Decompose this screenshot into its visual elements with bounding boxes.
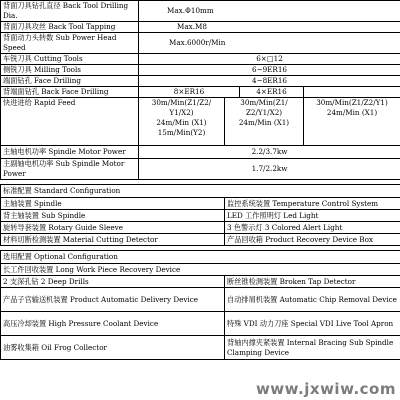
standard-config-header [1, 185, 400, 198]
spec-label: 车铣刀具 Cutting Tools [1, 54, 139, 65]
rapid-feed-line: 24m/Min (X1) [326, 108, 378, 117]
config-row [1, 264, 400, 276]
spec-row-sub-spindle-motor-power [1, 159, 400, 180]
spec-value: Max.6000r/Min [139, 33, 400, 54]
spec-row-milling-tools [1, 65, 400, 76]
spec-value-a: 8×ER16 [139, 87, 240, 98]
rapid-feed-line: Y1/X2) [169, 108, 194, 117]
config-item: 产品回收箱 Product Recovery Device Box [225, 234, 400, 246]
config-item: 产品子宫输送机装置 Product Automatic Delivery Device [1, 288, 225, 312]
config-item: 高压冷却装置 High Pressure Coolant Device [1, 312, 225, 336]
config-item: 主轴装置 Spindle [1, 198, 225, 210]
config-row [1, 222, 400, 234]
config-item: 3 色警示灯 3 Colored Alert Light [225, 222, 400, 234]
spec-row-back-tool-drilling [1, 1, 400, 22]
config-row [1, 210, 400, 222]
config-row [1, 198, 400, 210]
spec-value: 6~9ER16 [139, 65, 400, 76]
spec-value: 6×□12 [139, 54, 400, 65]
config-item: 材料切断检测装置 Material Cutting Detector [1, 234, 225, 246]
config-item: LED 工作照明灯 Led Light [225, 210, 400, 222]
spec-label: 主副轴电机功率 Sub Spindle Motor Power [1, 159, 139, 180]
spec-label: 背端面钻孔 Back Face Drilling [1, 87, 139, 98]
spec-value: 4~8ER16 [139, 76, 400, 87]
optional-config-header [1, 251, 400, 264]
spec-value: 2.2/3.7kw [139, 146, 400, 159]
config-item: 旋转导套装置 Rotary Guide Sleeve [1, 222, 225, 234]
rapid-feed-col2 [225, 98, 304, 146]
spec-label: 背面刀具攻丝 Back Tool Tapping [1, 22, 139, 33]
config-row [1, 336, 400, 360]
rapid-feed-line: 24m/Min (X1) [238, 118, 290, 127]
spec-row-sub-power-head-speed [1, 33, 400, 54]
config-item: 长工件回收装置 Long Work Piece Recovery Device [1, 264, 400, 276]
rapid-feed-line: 15m/Min(Y2) [157, 128, 206, 137]
spec-label: 背面刀具钻孔直径 Back Tool Drilling Dia. [1, 1, 139, 22]
config-item: 背轴内撑夹紧装置 Internal Bracing Sub Spindle Clamping Device [225, 336, 400, 360]
config-item: 2 支深孔钻 2 Deep Drills [1, 276, 225, 288]
spec-value: Max.M8 [139, 22, 400, 33]
spec-label: 侧铣刀具 Milling Tools [1, 65, 139, 76]
spec-value: 1.7/2.2kw [139, 159, 400, 180]
spec-label: 快进进给 Rapid Feed [1, 98, 139, 146]
spec-row-face-drilling [1, 76, 400, 87]
spec-label: 主轴电机功率 Spindle Motor Power [1, 146, 139, 159]
watermark-text: www.jxwiw.com [255, 380, 396, 398]
rapid-feed-line: Z2/Y1/X2) [245, 108, 283, 117]
spec-value-b: 4×ER16 [240, 87, 304, 98]
spec-label: 背面动力头转数 Sub Power Head Speed [1, 33, 139, 54]
config-item: 自动排屑机装置 Automatic Chip Removal Device [225, 288, 400, 312]
spec-row-back-tool-tapping [1, 22, 400, 33]
spec-row-spindle-motor-power [1, 146, 400, 159]
config-item: 油雾收集箱 Oil Frog Collector [1, 336, 225, 360]
config-row [1, 234, 400, 246]
config-item: 断丝锥检测装置 Broken Tap Detector [225, 276, 400, 288]
rapid-feed-line: 30m/Min(Z1/Z2/ [151, 98, 212, 107]
config-item: 背主轴装置 Sub Spindle [1, 210, 225, 222]
config-row [1, 312, 400, 336]
rapid-feed-col1 [139, 98, 225, 146]
spec-row-back-face-drilling [1, 87, 400, 98]
spec-row-rapid-feed [1, 98, 400, 146]
config-item: 特殊 VDI 动力刀座 Special VDI Live Tool Apron [225, 312, 400, 336]
rapid-feed-col3 [304, 98, 400, 146]
config-row [1, 276, 400, 288]
rapid-feed-line: 24m/Min (X1) [156, 118, 207, 127]
rapid-feed-line: 30m/Min(Z1/ [240, 98, 288, 107]
rapid-feed-line: 30m/Min(Z1/Z2/Y1) [316, 98, 388, 107]
spec-row-cutting-tools [1, 54, 400, 65]
spec-label: 端面钻孔 Face Drilling [1, 76, 139, 87]
config-row [1, 288, 400, 312]
section-title: 标准配置 Standard Configuration [1, 185, 400, 198]
config-item: 监控系统装置 Temperature Control System [225, 198, 400, 210]
spec-value: Max.Φ10mm [139, 1, 400, 22]
section-title: 选用配置 Optional Configuration [1, 251, 400, 264]
